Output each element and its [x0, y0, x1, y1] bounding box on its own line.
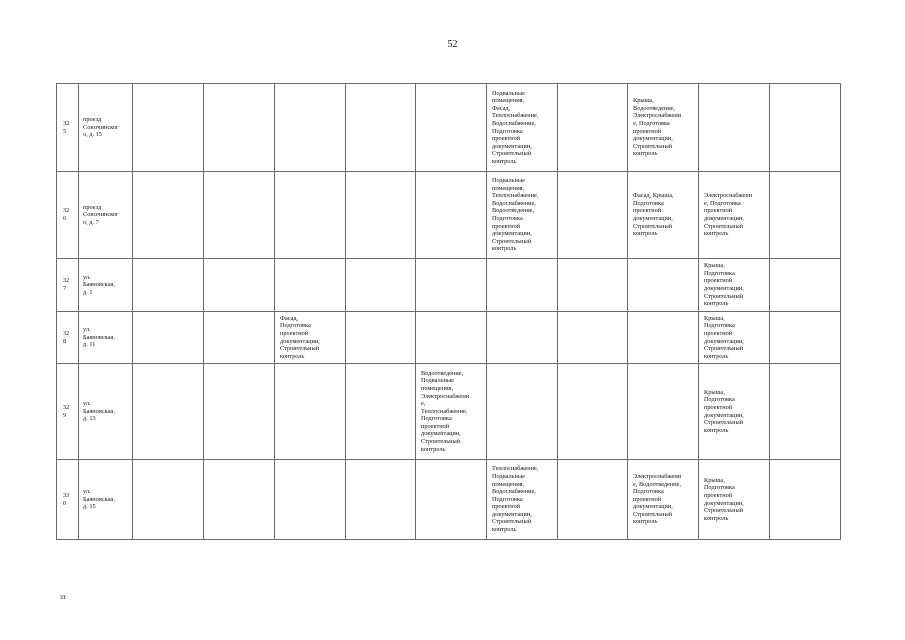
work-type-cell: [770, 84, 841, 172]
work-type-cell: Подвальные помещения, Теплоснабжение, Водоснабжение, Водоотведение, Подготовка проектной документации, Строительный контроль: [487, 172, 558, 259]
work-type-cell: [770, 312, 841, 364]
row-number-cell: 32 7: [57, 259, 79, 312]
work-type-cell: [770, 259, 841, 312]
work-type-cell: [346, 172, 416, 259]
work-type-cell: [770, 364, 841, 460]
row-number-cell: 32 8: [57, 312, 79, 364]
work-type-cell: Крыша, Подготовка проектной документации, Строительный контроль: [699, 312, 770, 364]
work-type-cell: Фасад, Крыша, Подготовка проектной документации, Строительный контроль: [628, 172, 699, 259]
work-type-cell: Фасад, Подготовка проектной документации, Строительный контроль: [275, 312, 346, 364]
work-type-cell: [204, 460, 275, 540]
work-type-cell: [346, 312, 416, 364]
work-type-cell: [770, 460, 841, 540]
work-type-cell: [133, 460, 204, 540]
work-type-cell: Подвальные помещения, Фасад, Теплоснабжение, Водоснабжение, Подготовка проектной документации, Строительный контроль: [487, 84, 558, 172]
page-number: 52: [447, 39, 458, 50]
work-type-cell: Электроснабжени е, Подготовка проектной документации, Строительный контроль: [699, 172, 770, 259]
table-row: [57, 84, 841, 172]
address-cell: ул. Баяновская, д. 15: [79, 460, 133, 540]
work-type-cell: [133, 364, 204, 460]
footer-mark: зт: [60, 593, 66, 601]
work-type-cell: [275, 364, 346, 460]
work-type-cell: [628, 312, 699, 364]
work-type-cell: [487, 259, 558, 312]
work-type-cell: [346, 259, 416, 312]
row-number-cell: 32 9: [57, 364, 79, 460]
work-type-cell: [558, 364, 628, 460]
address-cell: ул. Баяновская, д. 1: [79, 259, 133, 312]
work-type-cell: [558, 172, 628, 259]
work-type-cell: Крыша, Подготовка проектной документации, Строительный контроль: [699, 364, 770, 460]
table-row: [57, 364, 841, 460]
work-type-cell: [133, 312, 204, 364]
table-row: [57, 460, 841, 540]
work-type-cell: [699, 84, 770, 172]
row-number-cell: 32 6: [57, 172, 79, 259]
work-type-cell: [275, 172, 346, 259]
row-number-cell: 32 5: [57, 84, 79, 172]
address-cell: ул. Баяновская, д. 11: [79, 312, 133, 364]
work-type-cell: [133, 172, 204, 259]
work-type-cell: Теплоснабжение, Подвальные помещения, Водоснабжение, Подготовка проектной документации, Строительный контроль: [487, 460, 558, 540]
work-type-cell: [346, 84, 416, 172]
work-type-cell: [204, 312, 275, 364]
work-type-cell: [204, 259, 275, 312]
work-type-cell: [275, 259, 346, 312]
work-type-cell: [487, 364, 558, 460]
work-type-cell: [558, 312, 628, 364]
work-type-cell: Крыша, Подготовка проектной документации, Строительный контроль: [699, 460, 770, 540]
work-type-cell: [416, 84, 487, 172]
table-row: [57, 172, 841, 259]
work-type-cell: [628, 259, 699, 312]
work-type-cell: [487, 312, 558, 364]
work-type-cell: [346, 460, 416, 540]
work-type-cell: [275, 84, 346, 172]
work-type-cell: Водоотведение, Подвальные помещения, Электроснабжени е, Теплоснабжение, Подготовка проектной документации, Строительный контроль: [416, 364, 487, 460]
work-type-cell: [770, 172, 841, 259]
address-cell: проезд Союзчинског о, д. 15: [79, 84, 133, 172]
repair-schedule-table: [56, 83, 841, 540]
row-number-cell: 33 0: [57, 460, 79, 540]
work-type-cell: Крыша, Подготовка проектной документации, Строительный контроль: [699, 259, 770, 312]
table-row: [57, 312, 841, 364]
work-type-cell: [204, 172, 275, 259]
address-cell: ул. Баяновская, д. 13: [79, 364, 133, 460]
work-type-cell: [558, 259, 628, 312]
address-cell: проезд Союзчинског о, д. 7: [79, 172, 133, 259]
work-type-cell: [204, 364, 275, 460]
work-type-cell: Электроснабжени е, Водоотведение, Подготовка проектной документации, Строительный контроль: [628, 460, 699, 540]
work-type-cell: [558, 460, 628, 540]
work-type-cell: [416, 172, 487, 259]
work-type-cell: [558, 84, 628, 172]
work-type-cell: [133, 259, 204, 312]
work-type-cell: [275, 460, 346, 540]
work-type-cell: [133, 84, 204, 172]
work-type-cell: Крыша, Водоотведение, Электроснабжени е, Подготовка проектной документации, Строительный контроль: [628, 84, 699, 172]
work-type-cell: [416, 460, 487, 540]
work-type-cell: [346, 364, 416, 460]
work-type-cell: [416, 259, 487, 312]
work-type-cell: [416, 312, 487, 364]
work-type-cell: [628, 364, 699, 460]
work-type-cell: [204, 84, 275, 172]
table-row: [57, 259, 841, 312]
